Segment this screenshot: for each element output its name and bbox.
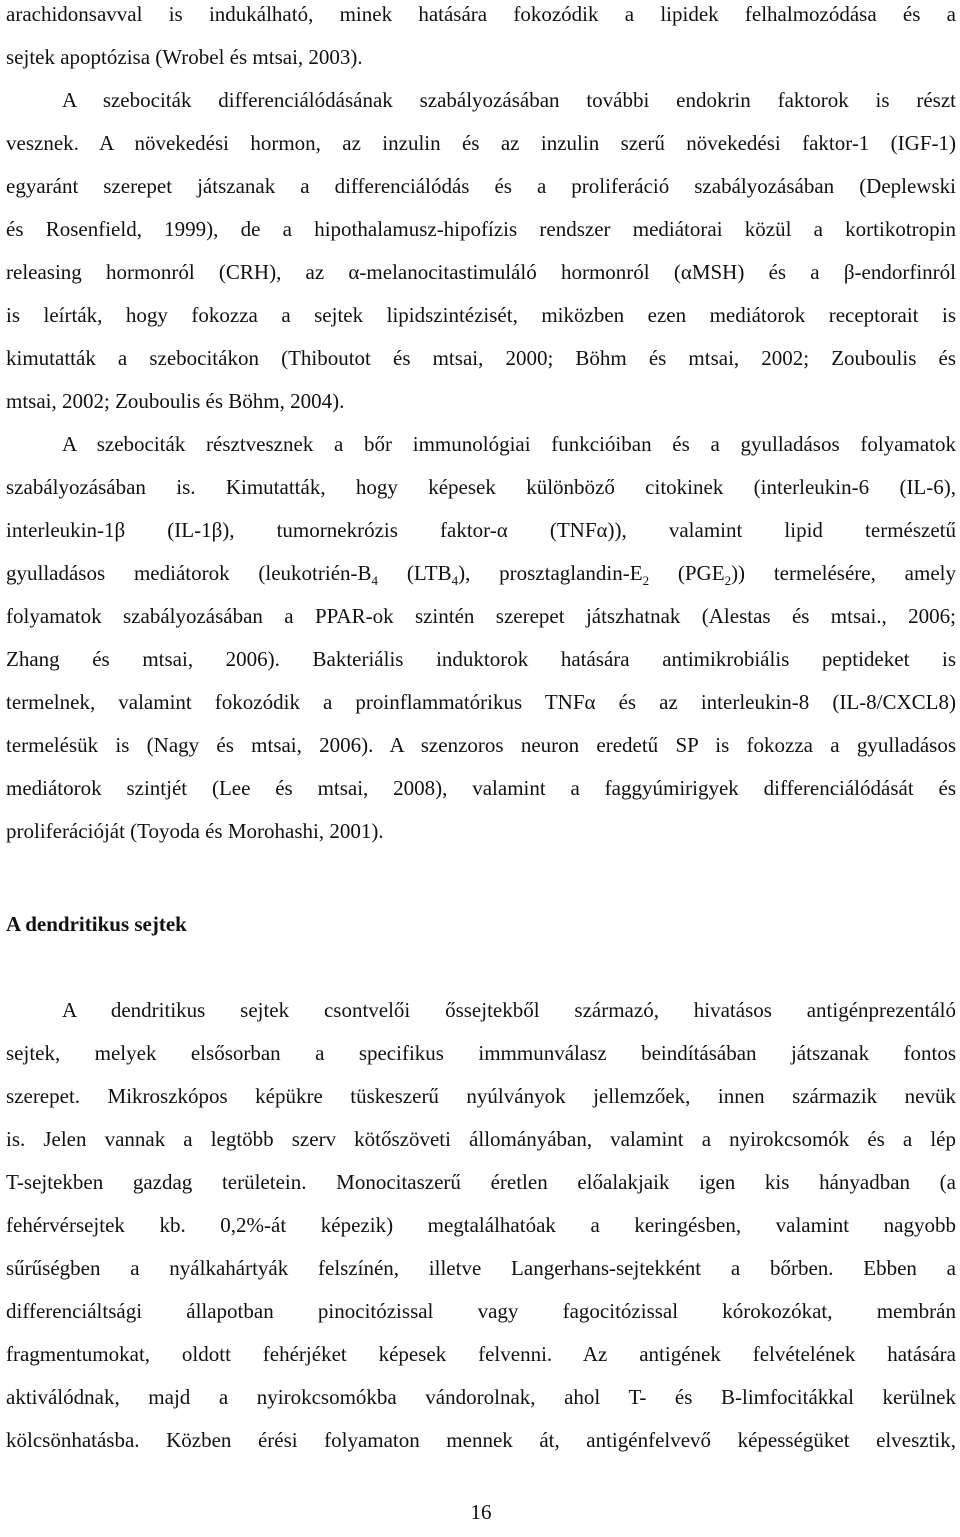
- subscript: 4: [451, 573, 459, 589]
- paragraph-4-line-2: sejtek, melyek elsősorban a specifikus immmunválasz beindításában játszanak fontos: [6, 1041, 956, 1065]
- paragraph-3-line-5: folyamatok szabályozásában a PPAR-ok szintén szerepet játszhatnak (Alestas és mtsai., 2006;: [6, 604, 956, 628]
- paragraph-3-line-2: szabályozásában is. Kimutatták, hogy képesek különböző citokinek (interleukin-6 (IL-6),: [6, 475, 956, 499]
- paragraph-4-line-3: szerepet. Mikroszkópos képükre tüskeszerű nyúlványok jellemzőek, innen származik nevük: [6, 1084, 956, 1108]
- paragraph-4-line-5: T-sejtekben gazdag területein. Monocitaszerű éretlen előalakjaik igen kis hányadban (a: [6, 1170, 956, 1194]
- paragraph-3-line-4: [6, 558, 956, 596]
- text-run: ), prosztaglandin-E: [458, 561, 643, 585]
- paragraph-2-line-6: is leírták, hogy fokozza a sejtek lipidszintézisét, miközben ezen mediátorok receptorait is: [6, 303, 956, 327]
- paragraph-4-line-4: is. Jelen vannak a legtöbb szerv kötőszöveti állományában, valamint a nyirokcsomók és a lép: [6, 1127, 956, 1151]
- paragraph-3-line-1: A szebociták résztvesznek a bőr immunológiai funkcióiban és a gyulladásos folyamatok: [62, 432, 956, 456]
- paragraph-3-line-9: mediátorok szintjét (Lee és mtsai, 2008), valamint a faggyúmirigyek differenciálódását és: [6, 776, 956, 800]
- document-page: [6, 0, 956, 1537]
- paragraph-2-line-8: mtsai, 2002; Zouboulis és Böhm, 2004).: [6, 389, 345, 413]
- subscript: 2: [724, 573, 732, 589]
- paragraph-3-line-3: interleukin-1β (IL-1β), tumornekrózis faktor-α (TNFα)), valamint lipid természetű: [6, 518, 956, 542]
- page-number: 16: [470, 1500, 492, 1524]
- subscript: 4: [371, 573, 379, 589]
- text-run: (PGE: [649, 561, 725, 585]
- paragraph-4-line-7: sűrűségben a nyálkahártyák felszínén, illetve Langerhans-sejtekként a bőrben. Ebben a: [6, 1256, 956, 1280]
- paragraph-4-line-10: aktiválódnak, majd a nyirokcsomókba vándorolnak, ahol T- és B-limfocitákkal kerülnek: [6, 1385, 956, 1409]
- text-run: (LTB: [378, 561, 452, 585]
- paragraph-3-line-8: termelésük is (Nagy és mtsai, 2006). A szenzoros neuron eredetű SP is fokozza a gyulladásos: [6, 733, 956, 757]
- paragraph-1-line-2: sejtek apoptózisa (Wrobel és mtsai, 2003).: [6, 45, 363, 69]
- subscript: 2: [642, 573, 650, 589]
- paragraph-2-line-5: releasing hormonról (CRH), az α-melanocitastimuláló hormonról (αMSH) és a β-endorfinról: [6, 260, 956, 284]
- paragraph-3-line-7: termelnek, valamint fokozódik a proinflammatórikus TNFα és az interleukin-8 (IL-8/CXCL8): [6, 690, 956, 714]
- paragraph-4-line-9: fragmentumokat, oldott fehérjéket képesek felvenni. Az antigének felvételének hatására: [6, 1342, 956, 1366]
- paragraph-4-line-8: differenciáltsági állapotban pinocitózissal vagy fagocitózissal kórokozókat, membrán: [6, 1299, 956, 1323]
- text-run: gyulladásos mediátorok (leukotrién-B: [6, 561, 372, 585]
- text-run: )) termelésére, amely: [731, 561, 956, 585]
- paragraph-2-line-7: kimutatták a szebocitákon (Thiboutot és mtsai, 2000; Böhm és mtsai, 2002; Zouboulis és: [6, 346, 956, 370]
- paragraph-2-line-4: és Rosenfield, 1999), de a hipothalamusz-hipofízis rendszer mediátorai közül a kortikotropin: [6, 217, 956, 241]
- paragraph-4-line-1: A dendritikus sejtek csontvelői őssejtekből származó, hivatásos antigénprezentáló: [62, 998, 956, 1022]
- paragraph-3-line-10: proliferációját (Toyoda és Morohashi, 2001).: [6, 819, 384, 843]
- paragraph-2-line-2: vesznek. A növekedési hormon, az inzulin és az inzulin szerű növekedési faktor-1 (IGF-1): [6, 131, 956, 155]
- paragraph-4-line-6: fehérvérsejtek kb. 0,2%-át képezik) megtalálhatóak a keringésben, valamint nagyobb: [6, 1213, 956, 1237]
- section-heading: A dendritikus sejtek: [6, 912, 187, 936]
- paragraph-2-line-1: A szebociták differenciálódásának szabályozásában további endokrin faktorok is részt: [62, 88, 956, 112]
- paragraph-2-line-3: egyaránt szerepet játszanak a differenciálódás és a proliferáció szabályozásában (Deplewski: [6, 174, 956, 198]
- paragraph-3-line-6: Zhang és mtsai, 2006). Bakteriális induktorok hatására antimikrobiális peptideket is: [6, 647, 956, 671]
- paragraph-4-line-11: kölcsönhatásba. Közben érési folyamaton mennek át, antigénfelvevő képességüket elvesztik,: [6, 1428, 956, 1452]
- paragraph-1-line-1: arachidonsavval is indukálható, minek hatására fokozódik a lipidek felhalmozódása és a: [6, 2, 956, 26]
